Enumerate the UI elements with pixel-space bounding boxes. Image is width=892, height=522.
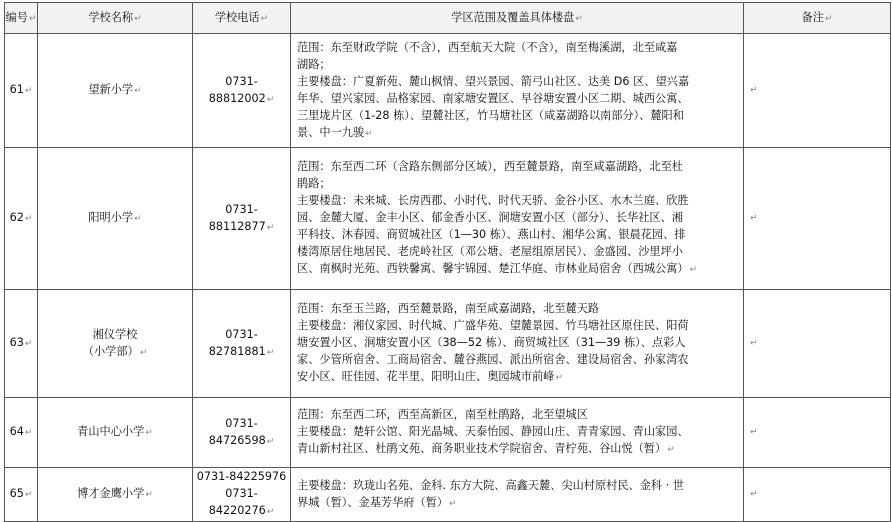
school-phone: 0731-84726598↵	[208, 416, 275, 447]
cell-phone	[193, 468, 291, 522]
cell-phone	[193, 148, 291, 290]
table-row	[5, 468, 891, 522]
school-phone: 0731-84225976	[196, 470, 287, 483]
scope-line: 塘安置小区、涧塘安置小区（38—52 栋）、商贸城社区（31—39 栋）、点彩人	[297, 336, 686, 349]
table-row	[5, 148, 891, 290]
table-row	[5, 34, 891, 148]
scope-line: 区、南枫时光苑、西铁馨寓、馨宇锦园、楚江华庭、市林业局宿舍（西城公寓）↵	[297, 262, 698, 275]
scope-line: 主要楼盘：湘仪家园、时代城、广盛华苑、望麓景园、竹马塘社区原住民、阳荷	[297, 319, 689, 332]
scope-line: 范围：东至玉兰路，西至麓景路，南至咸嘉湖路，北至麓天路	[297, 302, 600, 315]
school-phone: 0731-88812002↵	[208, 74, 275, 105]
scope-line: 范围：东至西二环（含路东侧部分区域），西至麓景路，南至咸嘉湖路，北至杜	[297, 160, 683, 173]
school-name: 青山中心小学↵	[77, 425, 153, 438]
cell-school-name	[38, 398, 193, 468]
school-name: 博才金鹰小学↵	[77, 487, 153, 500]
school-name: 湘仪学校	[92, 327, 138, 341]
cell-school-name	[38, 34, 193, 148]
table-row	[5, 398, 891, 468]
row-number: 62	[9, 211, 24, 224]
header-scope: 学区范围及覆盖具体楼盘↵	[291, 3, 744, 34]
cell-scope	[291, 398, 744, 468]
scope-line: 主要楼盘：未来城、长房西郡、小时代、时代天骄、金谷小区、水木兰庭、欣胜	[297, 194, 689, 207]
cell-no: 63↵	[5, 290, 38, 398]
cell-scope	[291, 290, 744, 398]
scope-line: 范围：东至财政学院（不含），西至航天大院（不含），南至梅溪湖，北至咸嘉	[297, 40, 678, 54]
school-name: 阳明小学↵	[88, 211, 142, 224]
scope-line: 园、金麓大厦、金丰小区、郁金香小区、涧塘安置小区（部分）、长华社区、湘	[297, 211, 683, 224]
scope-line: 楼湾原居住地居民、老虎岭社区（邓公塘、老屋组原居民）、金盛园、沙里坪小	[297, 245, 683, 258]
cell-no: 62↵	[5, 148, 38, 290]
cell-phone	[193, 290, 291, 398]
scope-line: 主要楼盘：楚轩公馆、阳光晶城、天泰怡园、静园山庄、青青家园、青山家园、	[297, 425, 689, 438]
school-name-sub: （小学部）↵	[82, 344, 148, 358]
cell-note: ↵	[744, 148, 891, 290]
scope-line: 主要楼盘：广夏新苑、麓山枫情、望兴景园、箭弓山社区、达美 D6 区、望兴嘉	[297, 74, 690, 88]
cell-note: ↵	[744, 290, 891, 398]
cell-scope	[291, 34, 744, 148]
cell-note: ↵	[744, 398, 891, 468]
cell-no: 65↵	[5, 468, 38, 522]
header-row	[5, 3, 891, 34]
cell-school-name	[38, 290, 193, 398]
scope-line: 三里垅片区（1-28 栋）、望麓社区，竹马塘社区（咸嘉湖路以南部分）、麓阳和	[297, 108, 684, 122]
cell-note: ↵	[744, 34, 891, 148]
school-name: 望新小学↵	[88, 83, 142, 96]
table-row	[5, 290, 891, 398]
cell-scope	[291, 148, 744, 290]
school-phone-alt: 0731-84220276↵	[208, 487, 275, 517]
scope-line: 湖路；	[297, 57, 331, 71]
cell-school-name	[38, 468, 193, 522]
cell-phone	[193, 34, 291, 148]
scope-line: 鹃路；	[297, 177, 331, 190]
scope-line: 范围：东至西二环，西至高新区，南至杜鹃路，北至望城区	[297, 408, 588, 421]
cell-note: ↵	[744, 468, 891, 522]
row-number: 61	[9, 83, 24, 96]
scope-line: 主要楼盘：玖珑山名苑、金科. 东方大院、高鑫天麓、尖山村原村民、金科 · 世	[297, 478, 684, 492]
scope-line: 安小区、旺佳园、花半里、阳明山庄、奥园城市前峰↵	[297, 370, 563, 383]
cell-no: 64↵	[5, 398, 38, 468]
header-phone: 学校电话↵	[193, 3, 291, 34]
scope-line: 平科技、沐春园、商贸城社区（1—30 栋）、燕山村、湘华公寓、银晨花园、排	[297, 228, 686, 241]
row-number: 64	[9, 425, 24, 438]
scope-line: 年华、望兴家园、品格家园、南家塘安置区、早谷塘安置小区二期、城西公寓、	[297, 91, 689, 105]
cell-phone	[193, 398, 291, 468]
school-phone: 0731-82781881↵	[208, 327, 275, 358]
cell-scope	[291, 468, 744, 522]
header-school-name: 学校名称↵	[38, 3, 193, 34]
cell-school-name	[38, 148, 193, 290]
row-number: 65	[9, 487, 24, 500]
scope-line: 景、中一九骏↵	[297, 125, 373, 139]
scope-line: 家、少管所宿舍、工商局宿舍、麓谷燕园、派出所宿舍、建设局宿舍、孙家湾农	[297, 353, 689, 366]
header-no: 编号↵	[5, 3, 38, 34]
row-number: 63	[9, 336, 24, 349]
school-district-table	[4, 2, 891, 522]
scope-line: 青山新村社区、杜鹃文苑、商务职业技术学院宿舍、青柠苑、谷山悦（暂）↵	[297, 442, 675, 455]
header-note: 备注↵	[744, 3, 891, 34]
scope-line: 界城（暂）、金基芳华府（暂）↵	[297, 495, 457, 509]
school-phone: 0731-88112877↵	[208, 202, 275, 233]
cell-no: 61↵	[5, 34, 38, 148]
